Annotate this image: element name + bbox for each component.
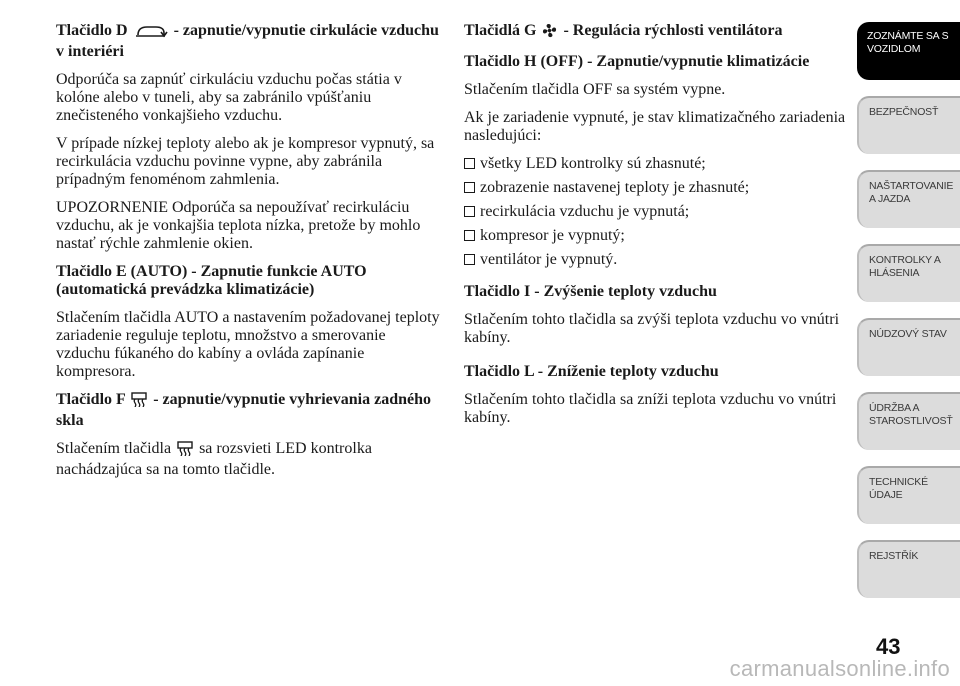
heading-button-d: Tlačidlo D - zapnutie/vypnutie cirkulácie vzduchu v interiéri <box>56 22 439 60</box>
heading-button-g: Tlačidlá G - Regulácia rýchlosti ventilátora <box>464 22 848 43</box>
paragraph: Stlačením tlačidla OFF sa systém vypne. <box>464 81 726 98</box>
page-number: 43 <box>876 634 901 659</box>
tab-zoznamte-sa[interactable]: ZOZNÁMTE SA S VOZIDLOM <box>857 22 960 80</box>
paragraph: Stlačením tlačidla sa rozsvieti LED kontrolka nachádzajúca sa na tomto tlačidle. <box>56 440 372 478</box>
warning-paragraph: UPOZORNENIE Odporúča sa nepoužívať recirkuláciu vzduchu, ak je vonkajšia teplota nízka, pretože by mohlo nastať rýchle zahmlenie okien. <box>56 199 421 252</box>
heading-button-f: Tlačidlo F - zapnutie/vypnutie vyhrievania zadného skla <box>56 391 431 429</box>
paragraph: Ak je zariadenie vypnuté, je stav klimatizačného zariadenia nasledujúci: <box>464 109 846 144</box>
checkbox-bullet-icon <box>464 230 475 241</box>
rear-defrost-icon <box>131 392 147 412</box>
paragraph: Odporúča sa zapnúť cirkuláciu vzduchu počas státia v kolóne alebo v tuneli, aby sa zabránilo vpúšťaniu znečisteného vonkajšieho vzduchu. <box>56 71 402 124</box>
list-item: všetky LED kontrolky sú zhasnuté; <box>464 155 848 173</box>
tab-technicke-udaje[interactable]: TECHNICKÉ ÚDAJE <box>857 466 960 524</box>
heading-button-h: Tlačidlo H (OFF) - Zapnutie/vypnutie klimatizácie <box>464 53 810 70</box>
fan-icon <box>542 23 557 43</box>
tab-nudzovy-stav[interactable]: NÚDZOVÝ STAV <box>857 318 960 376</box>
heading-button-e: Tlačidlo E (AUTO) - Zapnutie funkcie AUTO (automatická prevádzka klimatizácie) <box>56 263 367 298</box>
paragraph: Stlačením tohto tlačidla sa zvýši teplota vzduchu vo vnútri kabíny. <box>464 311 840 346</box>
checkbox-bullet-icon <box>464 158 475 169</box>
recirculation-icon <box>134 24 168 43</box>
tab-nastartovanie[interactable]: NAŠTARTOVANIE A JAZDA <box>857 170 960 228</box>
paragraph: Stlačením tohto tlačidla sa zníži teplota vzduchu vo vnútri kabíny. <box>464 391 837 426</box>
rear-defrost-icon <box>177 441 193 461</box>
tab-bezpecnost[interactable]: BEZPEČNOSŤ <box>857 96 960 154</box>
checkbox-bullet-icon <box>464 206 475 217</box>
tab-udrzba[interactable]: ÚDRŽBA A STAROSTLIVOSŤ <box>857 392 960 450</box>
checkbox-bullet-icon <box>464 182 475 193</box>
list-item: zobrazenie nastavenej teploty je zhasnuté; <box>464 179 848 197</box>
paragraph: V prípade nízkej teploty alebo ak je kompresor vypnutý, sa recirkulácia vzduchu povinne vypne, aby zabránila prípadným fenoménom zahmlenia. <box>56 135 435 188</box>
tab-kontrolky[interactable]: KONTROLKY A HLÁSENIA <box>857 244 960 302</box>
chapter-tabs <box>857 22 960 614</box>
tab-rejstrik[interactable]: REJSTŘÍK <box>857 540 960 598</box>
right-column <box>464 22 848 437</box>
paragraph: Stlačením tlačidla AUTO a nastavením požadovanej teploty zariadenie reguluje teplotu, množstvo a smerovanie vzduchu fúkaného do kabíny a ovláda zapínanie kompresora. <box>56 309 440 380</box>
checkbox-bullet-icon <box>464 254 475 265</box>
heading-button-i: Tlačidlo I - Zvýšenie teploty vzduchu <box>464 283 717 300</box>
heading-button-l: Tlačidlo L - Zníženie teploty vzduchu <box>464 363 719 380</box>
watermark: carmanualsonline.info <box>729 656 950 681</box>
list-item: ventilátor je vypnutý. <box>464 251 848 269</box>
list-item: recirkulácia vzduchu je vypnutá; <box>464 203 848 221</box>
left-column <box>56 22 442 489</box>
list-item: kompresor je vypnutý; <box>464 227 848 245</box>
